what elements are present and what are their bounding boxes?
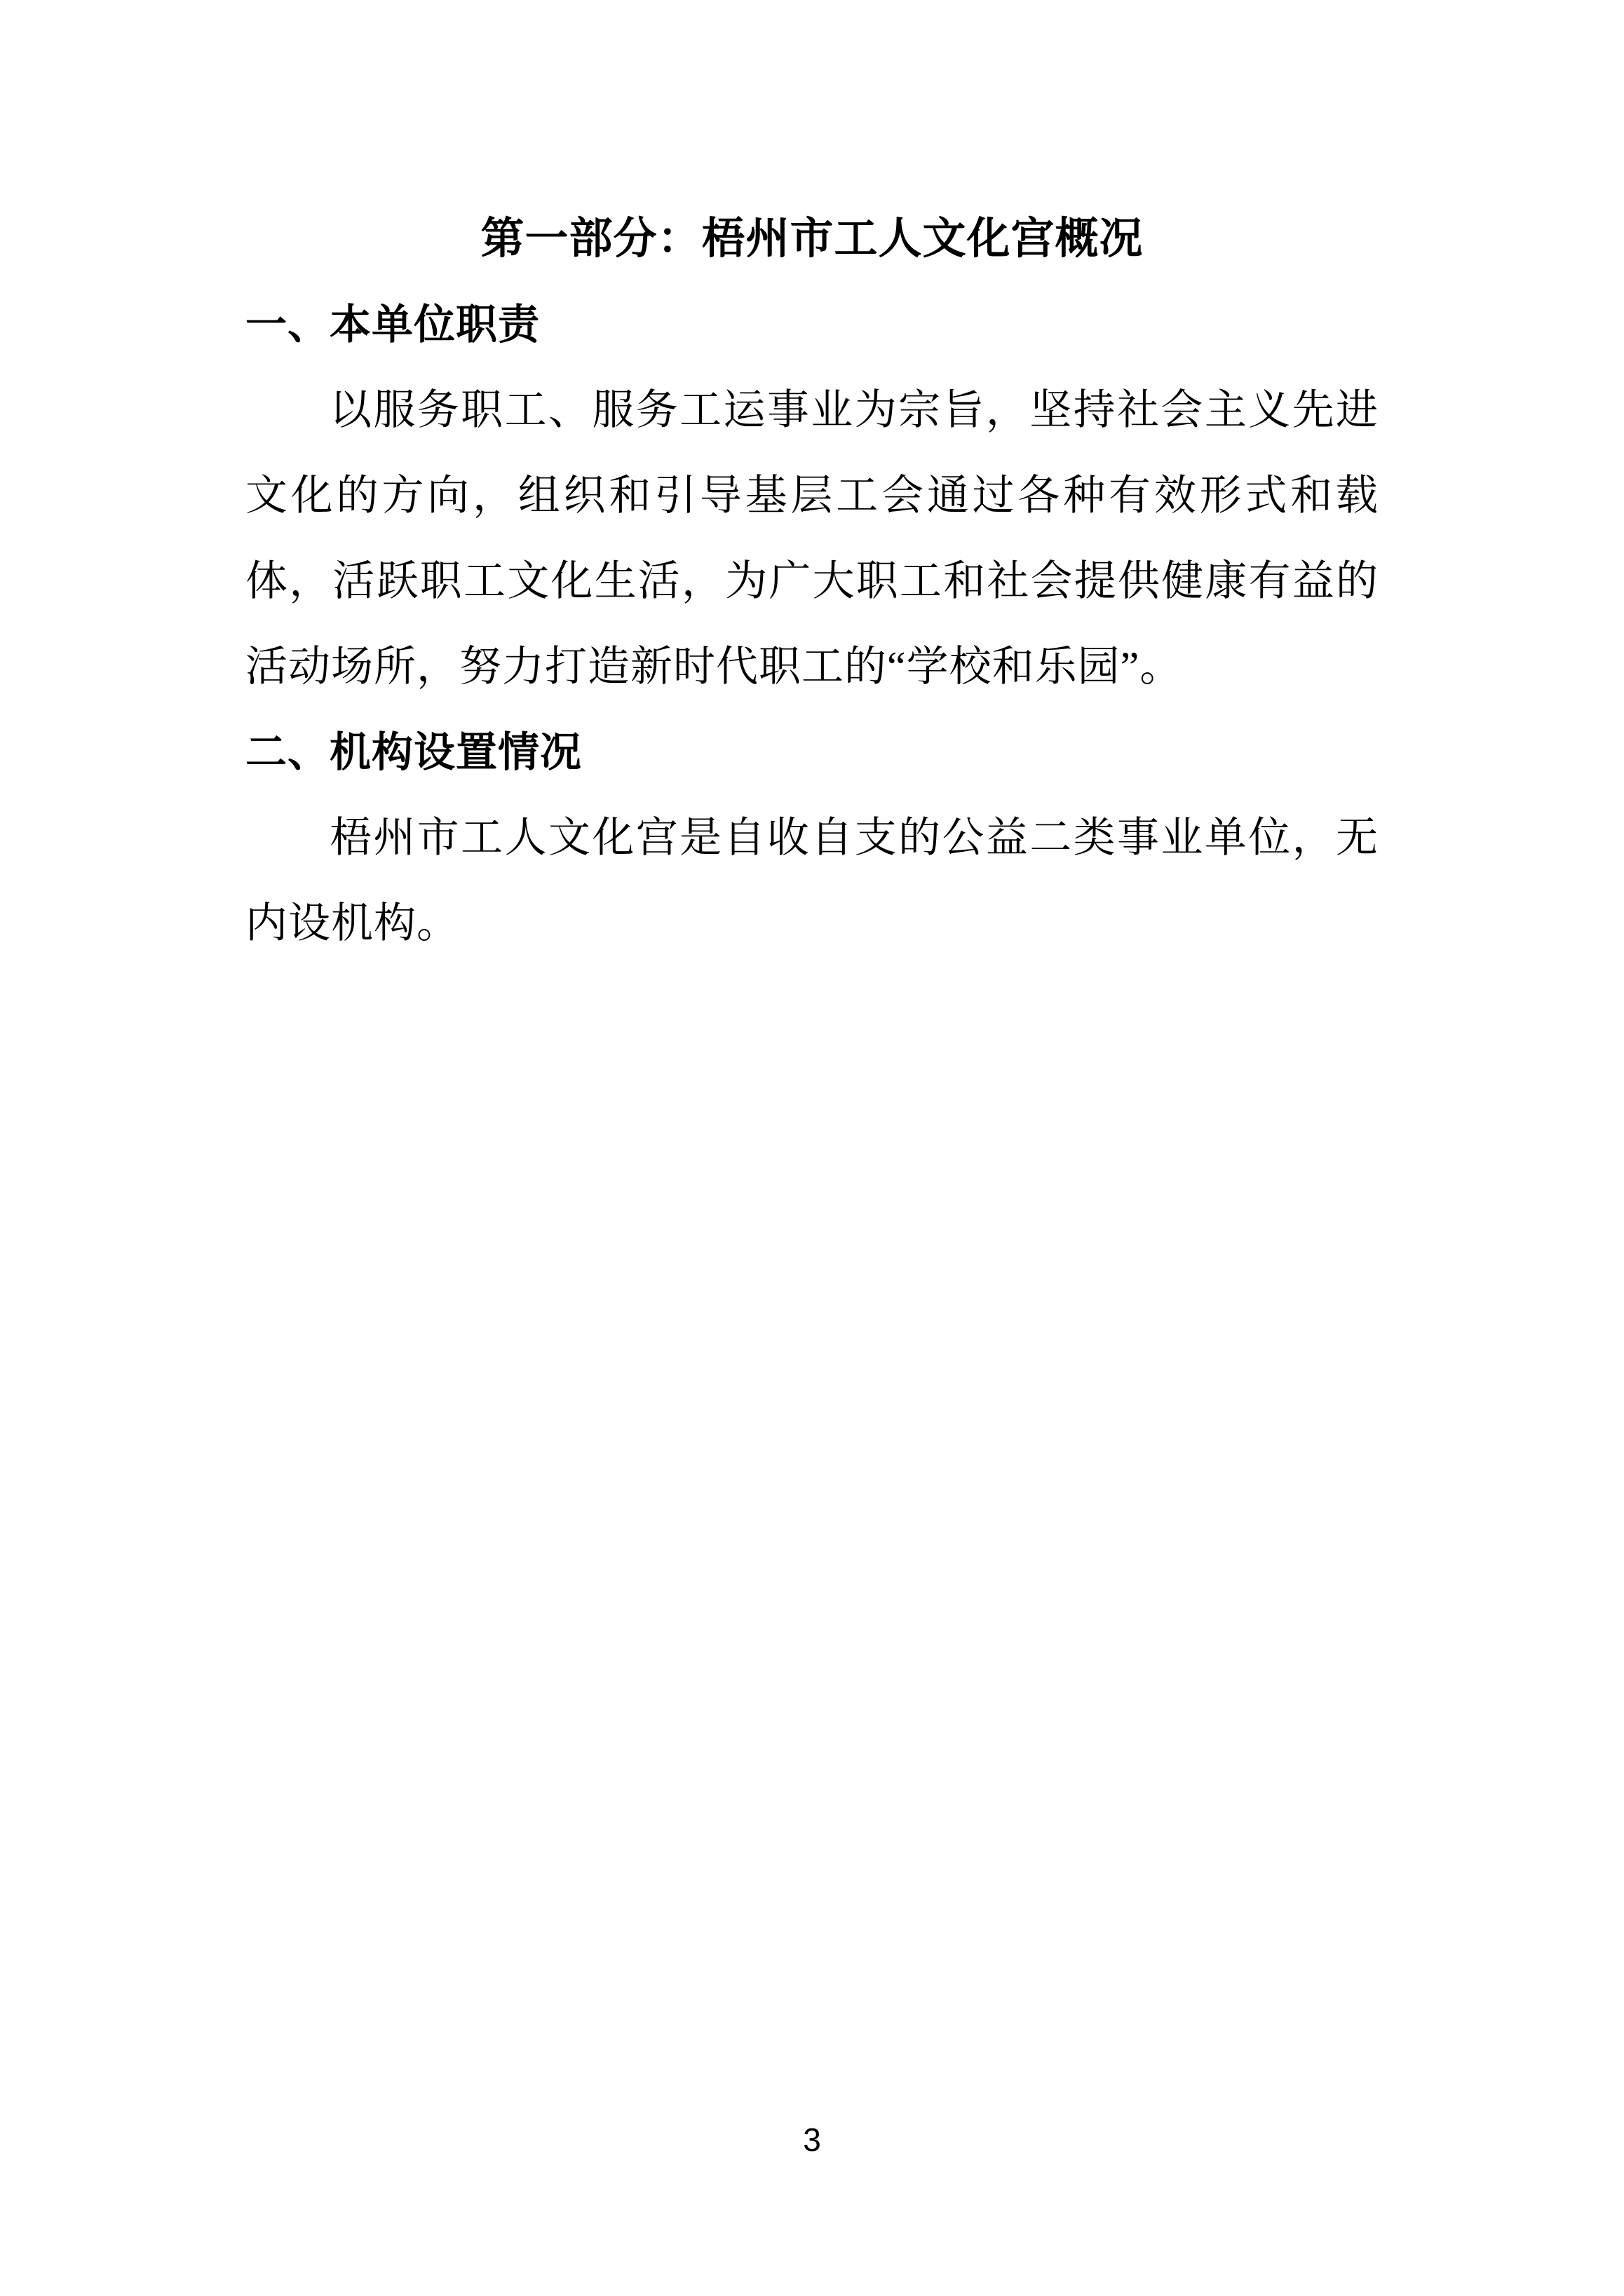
section-unit-duties <box>245 282 1379 709</box>
document-title: 第一部分：梧州市工人文化宫概况 <box>480 215 1144 263</box>
section-heading-unit-duties: 一、本单位职责 <box>245 301 541 348</box>
document-content <box>245 196 1379 966</box>
page-number: 3 <box>803 2121 821 2158</box>
section-org-structure <box>245 709 1379 966</box>
section-heading-org-structure: 二、机构设置情况 <box>245 729 583 775</box>
section-paragraph-unit-duties: 以服务职工、服务工运事业为宗旨，坚持社会主义先进文化的方向，组织和引导基层工会通过各种有效形式和载体，活跃职工文化生活，为广大职工和社会提供健康有益的活动场所，努力打造新时代职工的“学校和乐园”。 <box>245 387 1379 690</box>
section-paragraph-org-structure: 梧州市工人文化宫是自收自支的公益二类事业单位，无内设机构。 <box>245 815 1379 946</box>
